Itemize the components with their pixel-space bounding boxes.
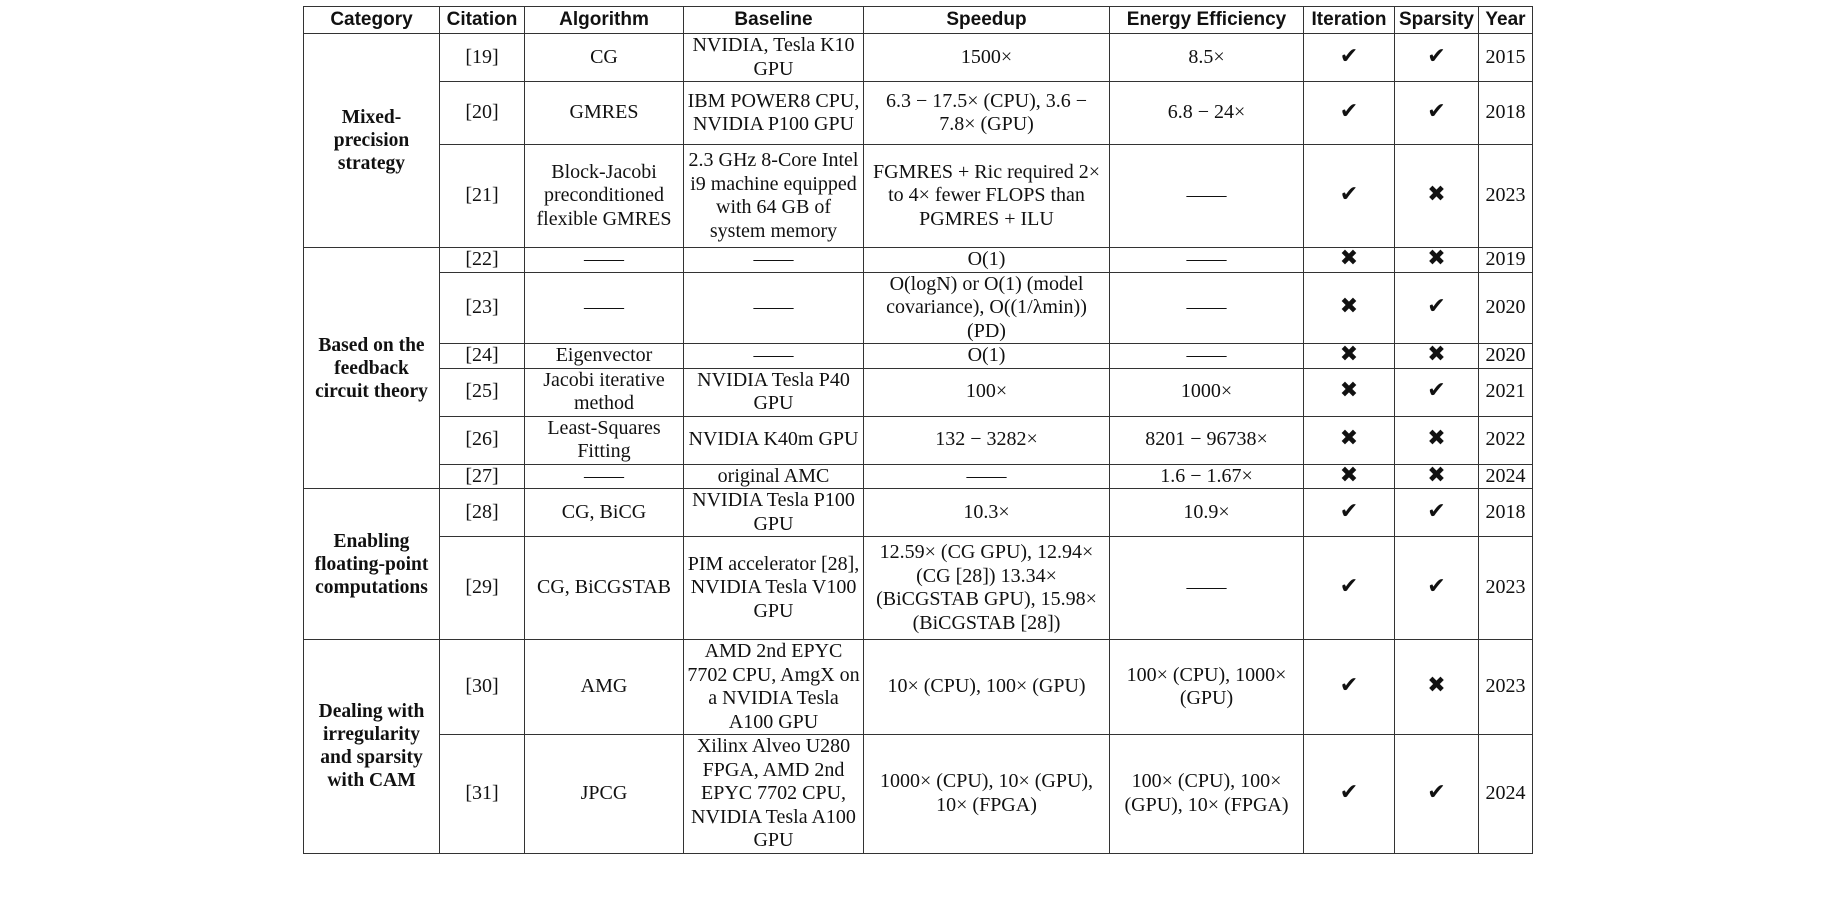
check-icon: ✔	[1339, 780, 1359, 805]
iteration-cell	[1304, 344, 1395, 369]
comparison-table	[303, 6, 1533, 854]
speedup-cell: O(1)	[864, 248, 1110, 273]
cross-icon: ✖	[1427, 182, 1446, 208]
citation-cell: [25]	[440, 368, 525, 416]
sparsity-cell	[1395, 735, 1479, 854]
check-icon: ✔	[1339, 182, 1359, 208]
speedup-cell: 10× (CPU), 100× (GPU)	[864, 640, 1110, 735]
algorithm-cell: Least-Squares Fitting	[525, 416, 684, 464]
year-cell: 2024	[1479, 735, 1533, 854]
citation-cell: [28]	[440, 489, 525, 537]
cross-icon: ✖	[1339, 342, 1359, 367]
year-cell: 2020	[1479, 344, 1533, 369]
baseline-cell: ——	[684, 272, 864, 344]
header-year: Year	[1479, 7, 1533, 34]
table-row	[304, 537, 1533, 640]
algorithm-cell: ——	[525, 248, 684, 273]
cross-icon: ✖	[1427, 673, 1446, 699]
check-icon: ✔	[1339, 43, 1359, 69]
baseline-cell: NVIDIA Tesla P100 GPU	[684, 489, 864, 537]
table-body	[304, 34, 1533, 854]
year-cell: 2021	[1479, 368, 1533, 416]
header-algorithm: Algorithm	[525, 7, 684, 34]
energy-efficiency-cell: ——	[1110, 344, 1304, 369]
comparison-table-wrapper	[303, 6, 1533, 854]
speedup-cell: FGMRES + Ric required 2× to 4× fewer FLOPS than PGMRES + ILU	[864, 145, 1110, 248]
table-row	[304, 464, 1533, 489]
baseline-cell: 2.3 GHz 8-Core Intel i9 machine equipped with 64 GB of system memory	[684, 145, 864, 248]
sparsity-cell	[1395, 145, 1479, 248]
baseline-cell: NVIDIA K40m GPU	[684, 416, 864, 464]
citation-cell: [31]	[440, 735, 525, 854]
energy-efficiency-cell: 1.6 − 1.67×	[1110, 464, 1304, 489]
energy-efficiency-cell: ——	[1110, 145, 1304, 248]
table-row	[304, 640, 1533, 735]
iteration-cell	[1304, 34, 1395, 82]
year-cell: 2020	[1479, 272, 1533, 344]
header-category: Category	[304, 7, 440, 34]
category-cell	[304, 248, 440, 489]
energy-efficiency-cell: ——	[1110, 272, 1304, 344]
header-row	[304, 7, 1533, 34]
iteration-cell	[1304, 82, 1395, 145]
baseline-cell: ——	[684, 344, 864, 369]
check-icon: ✔	[1427, 780, 1446, 805]
energy-efficiency-cell: 8.5×	[1110, 34, 1304, 82]
year-cell: 2023	[1479, 640, 1533, 735]
sparsity-cell	[1395, 489, 1479, 537]
cross-icon: ✖	[1339, 378, 1359, 404]
algorithm-cell: CG, BiCG	[525, 489, 684, 537]
sparsity-cell	[1395, 640, 1479, 735]
cross-icon: ✖	[1427, 342, 1446, 367]
iteration-cell	[1304, 248, 1395, 273]
speedup-cell: 6.3 − 17.5× (CPU), 3.6 − 7.8× (GPU)	[864, 82, 1110, 145]
table-row	[304, 248, 1533, 273]
cross-icon: ✖	[1339, 426, 1359, 452]
year-cell: 2018	[1479, 82, 1533, 145]
table-row	[304, 368, 1533, 416]
check-icon: ✔	[1339, 498, 1359, 524]
table-row	[304, 416, 1533, 464]
sparsity-cell	[1395, 82, 1479, 145]
citation-cell: [19]	[440, 34, 525, 82]
sparsity-cell	[1395, 272, 1479, 344]
speedup-cell: 10.3×	[864, 489, 1110, 537]
speedup-cell: 12.59× (CG GPU), 12.94× (CG [28]) 13.34× (BiCGSTAB GPU), 15.98× (BiCGSTAB [28])	[864, 537, 1110, 640]
algorithm-cell: Block-Jacobi preconditioned flexible GMRES	[525, 145, 684, 248]
citation-cell: [29]	[440, 537, 525, 640]
sparsity-cell	[1395, 344, 1479, 369]
citation-cell: [20]	[440, 82, 525, 145]
check-icon: ✔	[1339, 99, 1359, 125]
baseline-cell: PIM accelerator [28], NVIDIA Tesla V100 GPU	[684, 537, 864, 640]
baseline-cell: original AMC	[684, 464, 864, 489]
cross-icon: ✖	[1339, 462, 1359, 488]
check-icon: ✔	[1427, 294, 1446, 319]
algorithm-cell: AMG	[525, 640, 684, 735]
speedup-cell: 1500×	[864, 34, 1110, 82]
algorithm-cell: CG, BiCGSTAB	[525, 537, 684, 640]
cross-icon: ✖	[1339, 294, 1359, 319]
table-row	[304, 34, 1533, 82]
energy-efficiency-cell: 10.9×	[1110, 489, 1304, 537]
check-icon: ✔	[1427, 378, 1446, 404]
citation-cell: [30]	[440, 640, 525, 735]
citation-cell: [22]	[440, 248, 525, 273]
year-cell: 2015	[1479, 34, 1533, 82]
check-icon: ✔	[1427, 574, 1446, 600]
algorithm-cell: Jacobi iterative method	[525, 368, 684, 416]
baseline-cell: NVIDIA, Tesla K10 GPU	[684, 34, 864, 82]
category-label: Enabling floating-point computations	[314, 530, 429, 598]
citation-cell: [27]	[440, 464, 525, 489]
sparsity-cell	[1395, 34, 1479, 82]
year-cell: 2018	[1479, 489, 1533, 537]
cross-icon: ✖	[1427, 462, 1446, 488]
check-icon: ✔	[1427, 99, 1446, 125]
iteration-cell	[1304, 416, 1395, 464]
citation-cell: [21]	[440, 145, 525, 248]
header-iteration: Iteration	[1304, 7, 1395, 34]
table-row	[304, 272, 1533, 344]
algorithm-cell: CG	[525, 34, 684, 82]
baseline-cell: ——	[684, 248, 864, 273]
category-cell	[304, 489, 440, 640]
category-label: Dealing with irregularity and sparsity with CAM	[318, 701, 425, 792]
table-row	[304, 82, 1533, 145]
category-label: Based on the feedback circuit theory	[315, 334, 428, 402]
sparsity-cell	[1395, 537, 1479, 640]
cross-icon: ✖	[1339, 246, 1359, 271]
iteration-cell	[1304, 272, 1395, 344]
citation-cell: [24]	[440, 344, 525, 369]
check-icon: ✔	[1339, 673, 1359, 699]
energy-efficiency-cell: ——	[1110, 248, 1304, 273]
sparsity-cell	[1395, 368, 1479, 416]
cross-icon: ✖	[1427, 426, 1446, 452]
iteration-cell	[1304, 145, 1395, 248]
algorithm-cell: JPCG	[525, 735, 684, 854]
algorithm-cell: ——	[525, 272, 684, 344]
energy-efficiency-cell: 100× (CPU), 100× (GPU), 10× (FPGA)	[1110, 735, 1304, 854]
check-icon: ✔	[1427, 498, 1446, 524]
sparsity-cell	[1395, 248, 1479, 273]
speedup-cell: 132 − 3282×	[864, 416, 1110, 464]
year-cell: 2023	[1479, 537, 1533, 640]
header-baseline: Baseline	[684, 7, 864, 34]
table-row	[304, 145, 1533, 248]
iteration-cell	[1304, 640, 1395, 735]
energy-efficiency-cell: 100× (CPU), 1000× (GPU)	[1110, 640, 1304, 735]
iteration-cell	[1304, 489, 1395, 537]
energy-efficiency-cell: 1000×	[1110, 368, 1304, 416]
citation-cell: [23]	[440, 272, 525, 344]
algorithm-cell: ——	[525, 464, 684, 489]
energy-efficiency-cell: 6.8 − 24×	[1110, 82, 1304, 145]
header-energy-efficiency: Energy Efficiency	[1110, 7, 1304, 34]
baseline-cell: IBM POWER8 CPU, NVIDIA P100 GPU	[684, 82, 864, 145]
energy-efficiency-cell: 8201 − 96738×	[1110, 416, 1304, 464]
iteration-cell	[1304, 537, 1395, 640]
iteration-cell	[1304, 368, 1395, 416]
citation-cell: [26]	[440, 416, 525, 464]
year-cell: 2024	[1479, 464, 1533, 489]
category-label: Mixed-precision strategy	[333, 107, 410, 174]
baseline-cell: NVIDIA Tesla P40 GPU	[684, 368, 864, 416]
sparsity-cell	[1395, 464, 1479, 489]
table-row	[304, 489, 1533, 537]
year-cell: 2022	[1479, 416, 1533, 464]
baseline-cell: Xilinx Alveo U280 FPGA, AMD 2nd EPYC 7702 CPU, NVIDIA Tesla A100 GPU	[684, 735, 864, 854]
iteration-cell	[1304, 735, 1395, 854]
speedup-cell: O(logN) or O(1) (model covariance), O((1/λmin)) (PD)	[864, 272, 1110, 344]
algorithm-cell: GMRES	[525, 82, 684, 145]
check-icon: ✔	[1339, 574, 1359, 600]
cross-icon: ✖	[1427, 246, 1446, 271]
table-row	[304, 344, 1533, 369]
table-row	[304, 735, 1533, 854]
energy-efficiency-cell: ——	[1110, 537, 1304, 640]
speedup-cell: 100×	[864, 368, 1110, 416]
header-citation: Citation	[440, 7, 525, 34]
baseline-cell: AMD 2nd EPYC 7702 CPU, AmgX on a NVIDIA Tesla A100 GPU	[684, 640, 864, 735]
category-cell	[304, 34, 440, 248]
speedup-cell: O(1)	[864, 344, 1110, 369]
sparsity-cell	[1395, 416, 1479, 464]
speedup-cell: 1000× (CPU), 10× (GPU), 10× (FPGA)	[864, 735, 1110, 854]
iteration-cell	[1304, 464, 1395, 489]
check-icon: ✔	[1427, 43, 1446, 69]
year-cell: 2019	[1479, 248, 1533, 273]
year-cell: 2023	[1479, 145, 1533, 248]
header-speedup: Speedup	[864, 7, 1110, 34]
header-sparsity: Sparsity	[1395, 7, 1479, 34]
algorithm-cell: Eigenvector	[525, 344, 684, 369]
speedup-cell: ——	[864, 464, 1110, 489]
category-cell	[304, 640, 440, 854]
